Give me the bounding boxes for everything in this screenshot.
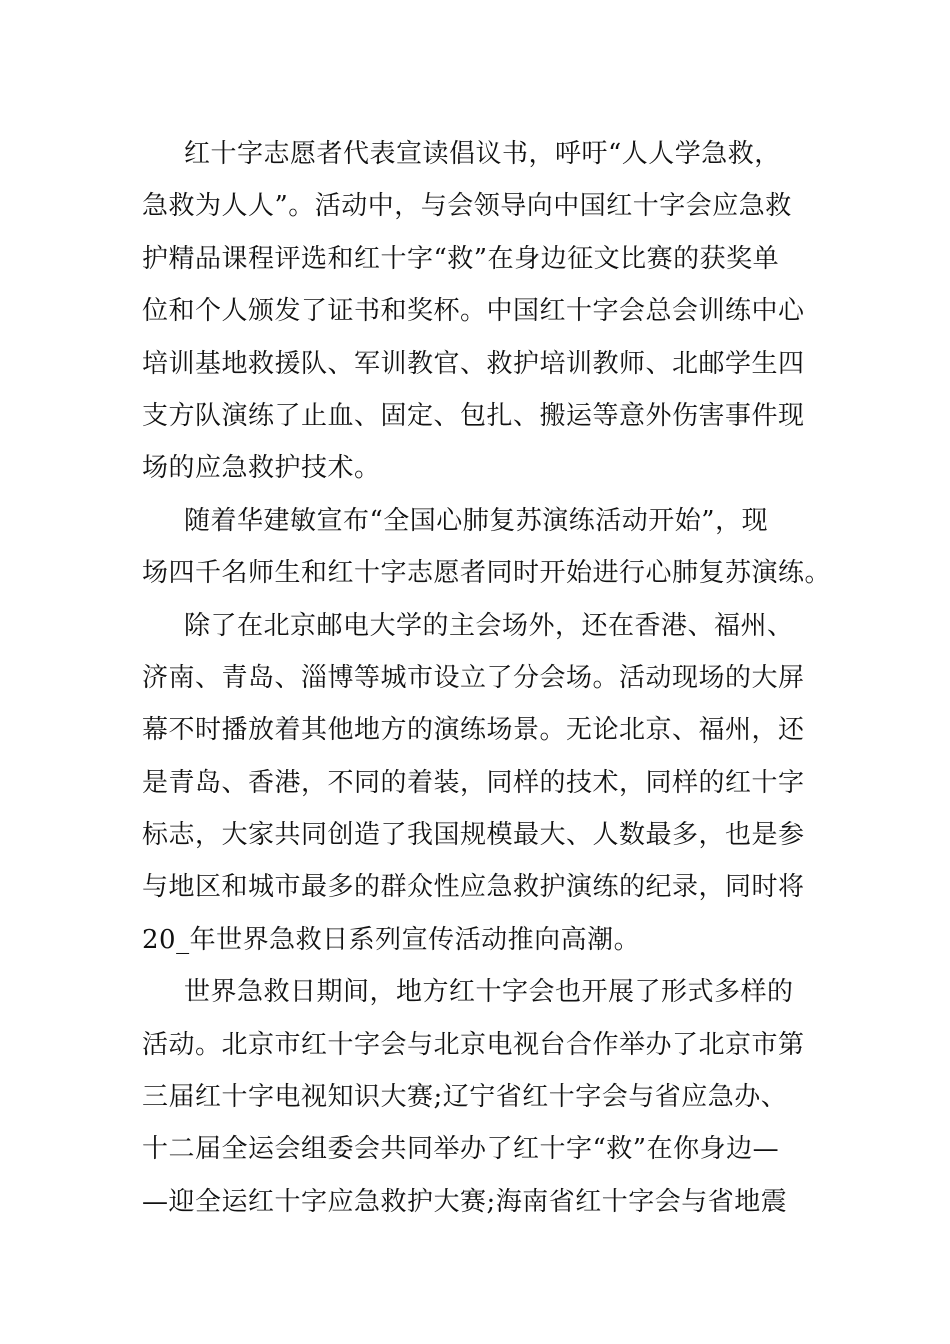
text-line: 场四千名师生和红十字志愿者同时开始进行心肺复苏演练。 — [142, 558, 832, 589]
text-line: 红十字志愿者代表宣读倡议书，呼吁“人人学急救， — [184, 139, 781, 169]
text-line: 与地区和城市最多的群众性应急救护演练的纪录，同时将 — [142, 872, 805, 903]
text-line: 支方队演练了止血、固定、包扎、搬运等意外伤害事件现 — [142, 400, 805, 431]
text-line: —迎全运红十字应急救护大赛;海南省红十字会与省地震 — [142, 1186, 788, 1217]
text-line: 20_年世界急救日系列宣传活动推向高潮。 — [142, 924, 641, 955]
text-line: 十二届全运会组委会共同举办了红十字“救”在你身边— — [142, 1134, 780, 1165]
text-line: 场的应急救护技术。 — [142, 453, 381, 484]
text-line: 是青岛、香港，不同的着装，同样的技术，同样的红十字 — [142, 767, 805, 798]
text-line: 活动。北京市红十字会与北京电视台合作举办了北京市第 — [142, 1029, 805, 1060]
text-line: 除了在北京邮电大学的主会场外，还在香港、福州、 — [184, 610, 794, 641]
text-line: 标志，大家共同创造了我国规模最大、人数最多，也是参 — [142, 820, 805, 851]
body-text — [142, 128, 832, 1228]
text-line: 急救为人人”。活动中，与会领导向中国红十字会应急救 — [142, 191, 792, 222]
text-line: 护精品课程评选和红十字“救”在身边征文比赛的获奖单 — [142, 243, 780, 274]
text-line: 幕不时播放着其他地方的演练场景。无论北京、福州，还 — [142, 715, 805, 746]
text-line: 济南、青岛、淄博等城市设立了分会场。活动现场的大屏 — [142, 662, 805, 693]
text-line: 位和个人颁发了证书和奖杯。中国红十字会总会训练中心 — [142, 296, 805, 327]
text-line: 培训基地救援队、军训教官、救护培训教师、北邮学生四 — [142, 348, 805, 379]
text-line: 随着华建敏宣布“全国心肺复苏演练活动开始”，现 — [184, 505, 769, 536]
text-line: 世界急救日期间，地方红十字会也开展了形式多样的 — [184, 977, 794, 1008]
text-line: 三届红十字电视知识大赛;辽宁省红十字会与省应急办、 — [142, 1082, 788, 1113]
